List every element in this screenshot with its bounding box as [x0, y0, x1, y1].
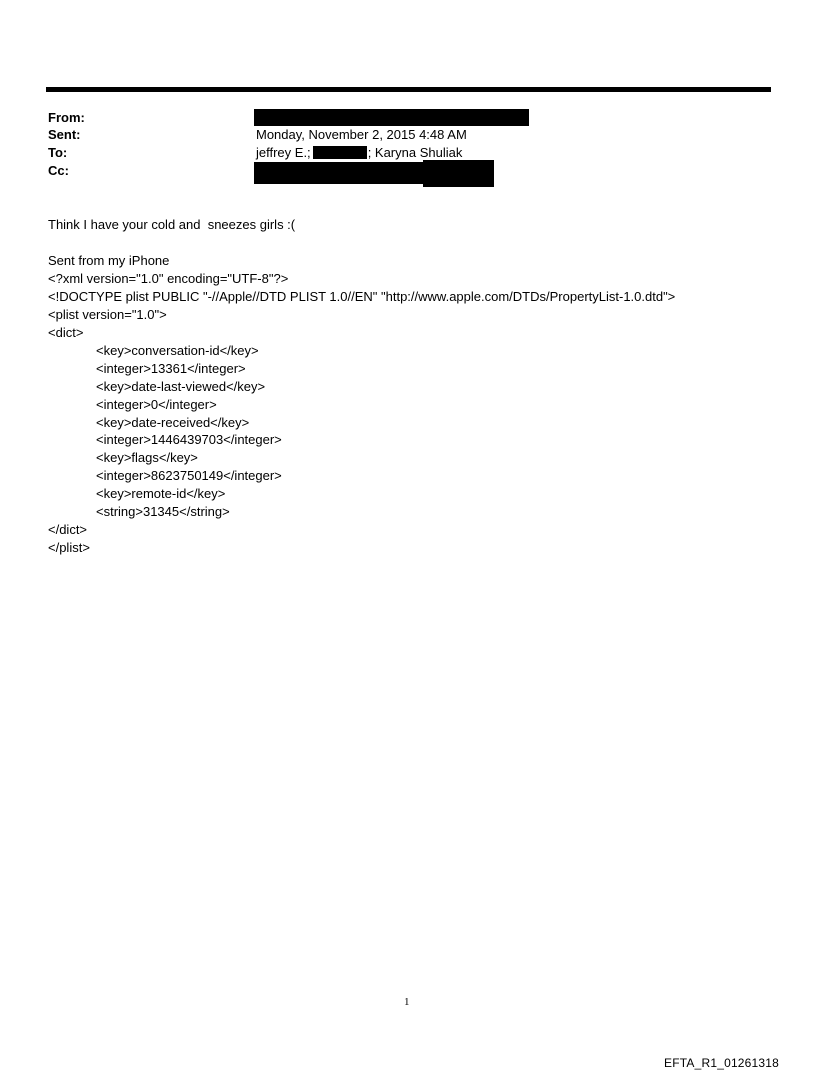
to-value [256, 145, 462, 161]
to-recipient-1: jeffrey E.; [256, 145, 311, 160]
cc-redaction-2 [423, 160, 494, 187]
to-redaction [313, 146, 367, 159]
from-label: From: [48, 110, 85, 125]
cc-redaction-1 [254, 162, 424, 184]
dict-line: <key>flags</key> [96, 450, 198, 465]
closing-line: </plist> [48, 540, 90, 555]
page-number: 1 [404, 996, 410, 1008]
message-text: Think I have your cold and sneezes girls :( [48, 217, 296, 232]
dict-line: <key>conversation-id</key> [96, 343, 259, 358]
document-id: EFTA_R1_01261318 [664, 1056, 780, 1070]
dict-line: <integer>13361</integer> [96, 361, 246, 376]
cc-label: Cc: [48, 163, 69, 178]
signature-text: Sent from my iPhone [48, 253, 170, 268]
to-recipient-2: ; Karyna Shuliak [367, 145, 463, 160]
sent-label: Sent: [48, 127, 81, 142]
xml-line: <dict> [48, 325, 84, 340]
dict-line: <integer>0</integer> [96, 397, 217, 412]
from-redaction [254, 109, 529, 126]
to-label: To: [48, 145, 68, 160]
xml-line: <?xml version="1.0" encoding="UTF-8"?> [48, 271, 289, 286]
dict-line: <key>remote-id</key> [96, 486, 226, 501]
dict-line: <key>date-last-viewed</key> [96, 379, 266, 394]
dict-line: <integer>8623750149</integer> [96, 468, 282, 483]
xml-line: <!DOCTYPE plist PUBLIC "-//Apple//DTD PLIST 1.0//EN" "http://www.apple.com/DTDs/PropertyList-1.0.dtd"> [48, 289, 676, 304]
sent-value: Monday, November 2, 2015 4:48 AM [256, 127, 467, 142]
dict-line: <string>31345</string> [96, 504, 230, 519]
dict-line: <key>date-received</key> [96, 415, 250, 430]
dict-line: <integer>1446439703</integer> [96, 432, 282, 447]
xml-line: <plist version="1.0"> [48, 307, 167, 322]
closing-line: </dict> [48, 522, 88, 537]
header-rule [46, 87, 771, 92]
